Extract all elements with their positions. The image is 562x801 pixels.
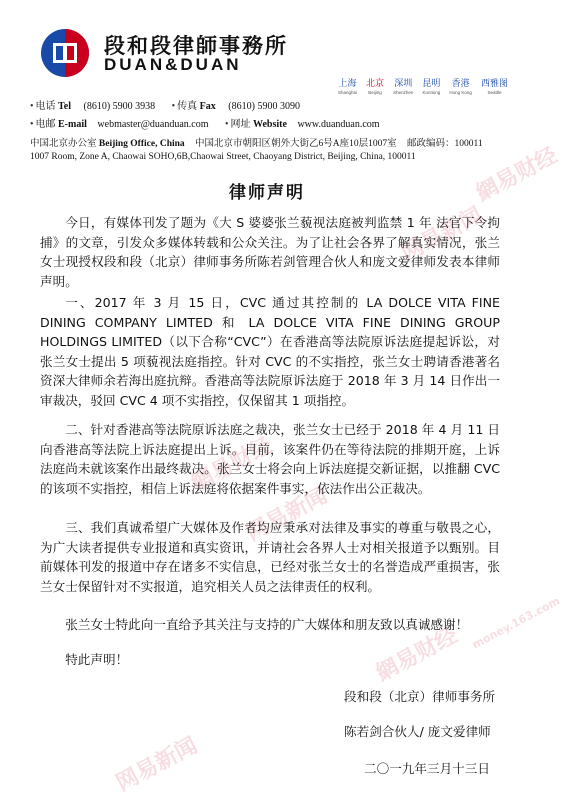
- postcode: 邮政编码：100011: [407, 139, 483, 149]
- office-label-cn: 中国北京办公室: [30, 139, 97, 149]
- contact-row-email: [30, 115, 380, 130]
- bullet-icon: •: [171, 101, 176, 112]
- firm-name-en: DUAN&DUAN: [104, 55, 242, 74]
- watermark: money.163.com: [470, 594, 562, 652]
- city-beijing: 北京 Beijing: [366, 79, 385, 95]
- website-label-en: Website: [253, 119, 287, 130]
- city-seattle: 西雅图 Seattle: [480, 79, 508, 95]
- page-title: 律师声明: [229, 183, 305, 203]
- watermark: 網易财经: [372, 623, 462, 687]
- section-paragraph-1: 一、2017 年 3 月 15 日，CVC 通过其控制的 LA DOLCE VITA FINE DINING COMPANY LIMTED 和 LA DOLCE VITA FINE DINING GROUP HOLDINGS LIMITED（以下合称“CVC”）在香港高等法院原诉法庭提起诉讼，对张兰女士提出 5 项藐视法庭指控。针对 CVC 的不实指控，张兰女士聘请香港著名资深大律师余若海出庭抗辩。香港高等法院原诉法庭于 2018 年 3 月 14 日作出一审裁决，驳回 CVC 4 项不实指控，仅保留其 1 项指控。: [40, 295, 500, 408]
- closing-paragraph: 特此声明！: [65, 652, 129, 667]
- watermark: 网易新闻: [112, 733, 202, 797]
- thanks-paragraph: 张兰女士特此向一直给予其关注与支持的广大媒体和朋友致以真诚感谢！: [65, 617, 469, 632]
- tel-label-en: Tel: [58, 101, 71, 112]
- office-label-en: Beijing Office, China: [98, 139, 185, 149]
- watermark: 網易财经: [472, 143, 562, 207]
- bullet-icon: •: [30, 101, 34, 112]
- firm-name-cn: 段和段律師事務所: [104, 33, 288, 58]
- city-shanghai: 上海 Shanghai: [338, 79, 358, 95]
- bullet-icon: •: [225, 119, 229, 130]
- tel-label-cn: 电话: [35, 101, 56, 112]
- tel-number: (8610) 5900 3938: [83, 101, 156, 112]
- contact-row-phone: [30, 97, 300, 112]
- city-shenzhen: 深圳 Shenzhen: [393, 79, 414, 95]
- signature-firm: 段和段（北京）律师事务所: [344, 689, 496, 704]
- website-label-cn: 网址: [230, 119, 251, 130]
- watermark: 网易新闻: [397, 203, 487, 267]
- email-label-cn: 电邮: [35, 119, 56, 130]
- signature-date: 二〇一九年三月十三日: [364, 761, 490, 776]
- office-address-en: 1007 Room, Zone A, Chaowai SOHO,6B,Chaowai Street, Chaoyang District, Beijing, China, 100011: [30, 152, 416, 162]
- section-paragraph-2: 二、针对香港高等法院原诉法庭之裁决，张兰女士已经于 2018 年 4 月 11 日向香港高等法院上诉法庭提出上诉。目前，该案件仍在等待法院的排期开庭，上诉法庭尚未就该案作出最终裁决。张兰女士将会向上诉法庭提交新证据，以推翻 CVC 的该项不实指控，相信上诉法庭将依据案件事实，依法作出公正裁决。: [40, 422, 500, 496]
- office-address-cn: 中国北京市朝阳区朝外大街乙6号A座10层1007室: [195, 139, 397, 149]
- city-kunming: 昆明 Kunming: [422, 79, 441, 95]
- office-address-cn-line: [30, 135, 483, 149]
- firm-logo-icon: [40, 28, 90, 78]
- city-hongkong: 香港 Hong Kong: [449, 79, 472, 95]
- email-address[interactable]: webmaster@duanduan.com: [97, 119, 209, 130]
- intro-paragraph: 今日，有媒体刊发了题为《大 S 婆婆张兰藐视法庭被判监禁 1 年 法官下令拘捕》的文章，引发众多媒体转载和公众关注。为了让社会各界了解真实情况，张兰女士现授权段和段（北京）律师事务所陈若剑管理合伙人和庞文爱律师发表本律师声明。: [40, 215, 500, 289]
- bullet-icon: •: [30, 119, 34, 130]
- email-label-en: E-mail: [58, 119, 87, 130]
- fax-label-en: Fax: [199, 101, 216, 112]
- fax-label-cn: 传真: [177, 101, 198, 112]
- section-paragraph-3: 三、我们真诚希望广大媒体及作者均应秉承对法律及事实的尊重与敬畏之心，为广大读者提供专业报道和真实资讯，并请社会各界人士对相关报道予以甄别。目前媒体刊发的报道中存在诸多不实信息，已经对张兰女士的名誉造成严重损害，张兰女士保留针对不实报道，追究相关人员之法律责任的权利。: [40, 520, 500, 594]
- fax-number: (8610) 5900 3090: [228, 101, 300, 112]
- watermark: 網易财经: [187, 433, 277, 497]
- website-url[interactable]: www.duanduan.com: [297, 119, 380, 130]
- office-cities: [338, 79, 508, 96]
- signature-signers: 陈若剑合伙人/ 庞文爱律师: [344, 724, 491, 739]
- watermark: 网易新闻: [242, 483, 332, 547]
